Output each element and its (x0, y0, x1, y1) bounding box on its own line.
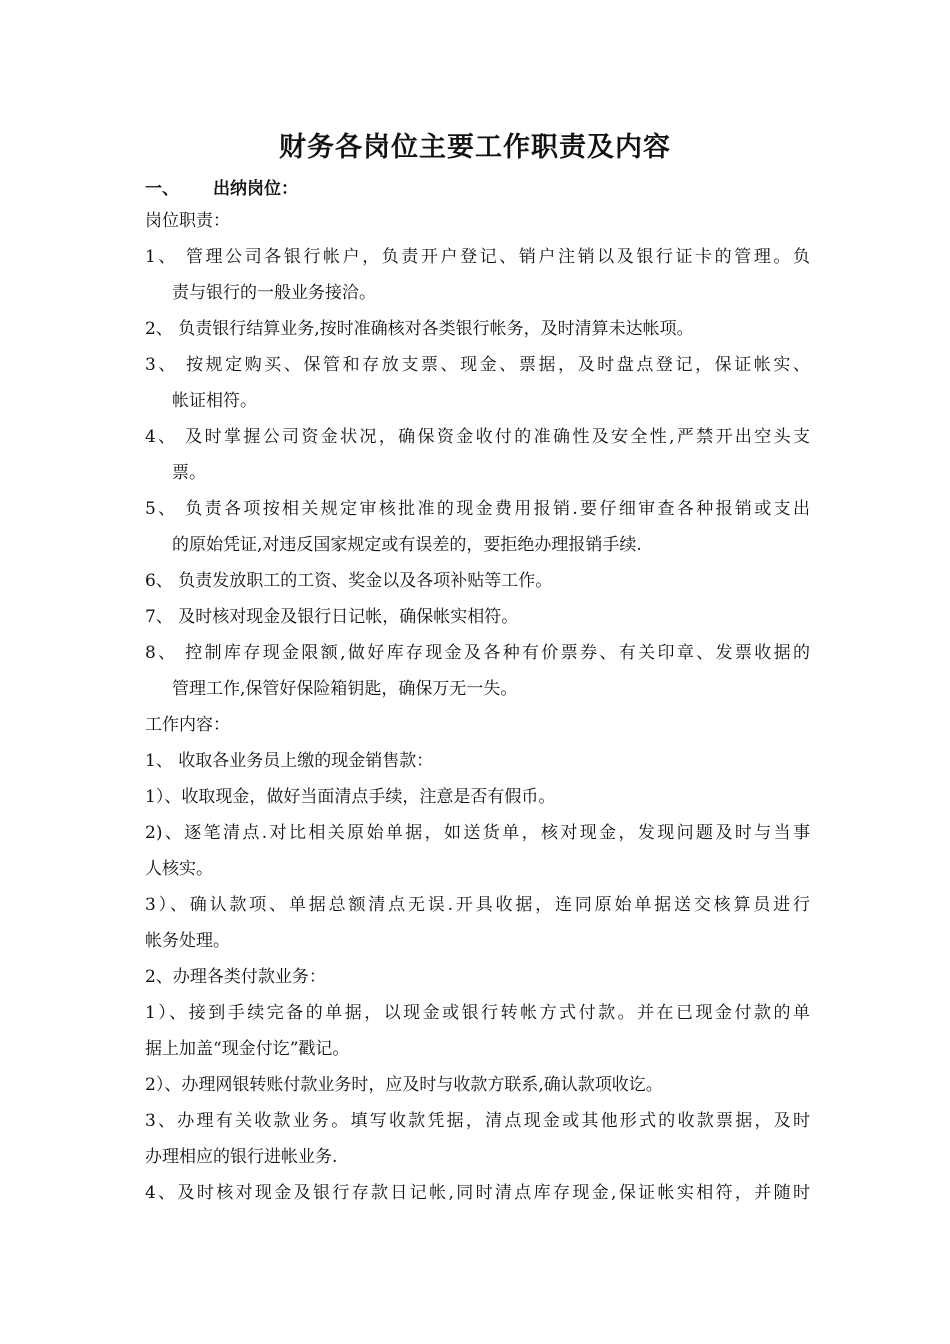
text-line: 人核实。 (145, 859, 213, 879)
text-line: 责与银行的一般业务接洽。 (172, 283, 376, 303)
text-line: 帐务处理。 (145, 931, 230, 951)
text-line: 1、 管理公司各银行帐户，负责开户登记、销户注销以及银行证卡的管理。负 (145, 247, 810, 267)
text-line: 1）、接到手续完备的单据，以现金或银行转帐方式付款。并在已现金付款的单 (145, 1003, 810, 1023)
text-line: 7、 及时核对现金及银行日记帐，确保帐实相符。 (145, 607, 519, 627)
text-line: 6、 负责发放职工的工资、奖金以及各项补贴等工作。 (145, 571, 553, 591)
text-line: 2、 负责银行结算业务,按时准确核对各类银行帐务，及时清算未达帐项。 (145, 319, 694, 339)
text-line: 4、 及时掌握公司资金状况，确保资金收付的准确性及安全性,严禁开出空头支 (145, 427, 810, 447)
text-line: 据上加盖“现金付讫”戳记。 (145, 1039, 350, 1059)
text-line: 1）、收取现金，做好当面清点手续，注意是否有假币。 (145, 787, 556, 807)
text-line: 帐证相符。 (172, 391, 257, 411)
text-line: 票。 (172, 463, 206, 483)
text-line: 3）、确认款项、单据总额清点无误.开具收据，连同原始单据送交核算员进行 (145, 895, 810, 915)
text-line: 8、 控制库存现金限额,做好库存现金及各种有价票券、有关印章、发票收据的 (145, 643, 810, 663)
text-line: 1、 收取各业务员上缴的现金销售款： (145, 751, 434, 771)
text-line: 2)、逐笔清点.对比相关原始单据，如送货单，核对现金，发现问题及时与当事 (145, 823, 810, 843)
section-heading (145, 175, 298, 203)
text-line: 3、 按规定购买、保管和存放支票、现金、票据，及时盘点登记，保证帐实、 (145, 355, 810, 375)
text-line: 办理相应的银行进帐业务. (145, 1147, 338, 1167)
text-line: 5、 负责各项按相关规定审核批准的现金费用报销.要仔细审查各种报销或支出 (145, 499, 810, 519)
text-line: 2、办理各类付款业务： (145, 967, 326, 987)
text-line: 4、及时核对现金及银行存款日记帐,同时清点库存现金,保证帐实相符，并随时 (145, 1183, 810, 1203)
text-line: 的原始凭证,对违反国家规定或有误差的，要拒绝办理报销手续. (172, 535, 642, 555)
text-line: 管理工作,保管好保险箱钥匙，确保万无一失。 (172, 679, 518, 699)
document-title: 财务各岗位主要工作职责及内容 (279, 132, 671, 163)
text-line: 岗位职责： (145, 211, 230, 231)
text-line: 3、办理有关收款业务。填写收款凭据，清点现金或其他形式的收款票据，及时 (145, 1111, 810, 1131)
section-number: 一、 (145, 179, 179, 199)
section-title: 出纳岗位： (213, 179, 298, 199)
text-line: 2）、办理网银转账付款业务时，应及时与收款方联系,确认款项收讫。 (145, 1075, 663, 1095)
document-body (145, 203, 810, 1211)
text-line: 工作内容： (145, 715, 230, 735)
